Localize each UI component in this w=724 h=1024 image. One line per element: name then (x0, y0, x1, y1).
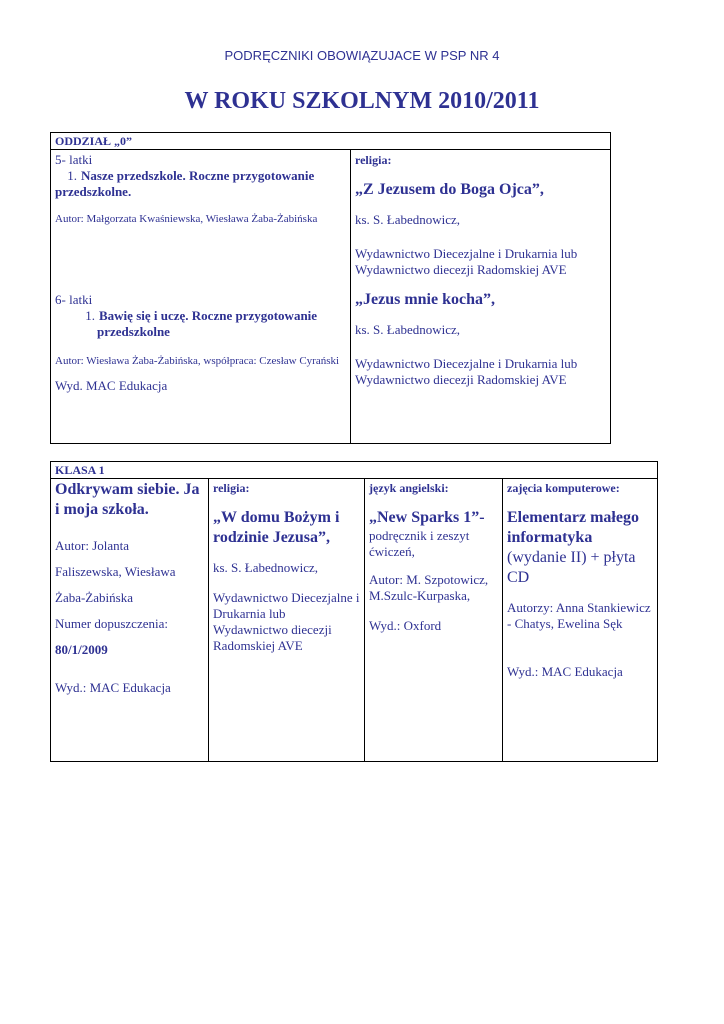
col3-publisher: Wyd.: Oxford (369, 618, 442, 633)
religia-book2-title: „Jezus mnie kocha”, (355, 291, 495, 308)
col1-author-line3: Żaba-Żabińska (55, 590, 133, 605)
age6-author: Autor: Wiesława Żaba-Żabińska, współpraca: Czesław Cyrański (55, 355, 340, 367)
religia-book1-publisher: Wydawnictwo Diecezjalne i Drukarnia lub Wydawnictwo diecezji Radomskiej AVE (355, 246, 578, 277)
age5-book (55, 168, 346, 200)
oddzial-table (50, 132, 611, 444)
age5-num: 1. (67, 168, 77, 183)
age6-title-line1: Bawię się i uczę. Roczne przygotowanie (99, 308, 318, 323)
col1-author-line1: Autor: Jolanta (55, 538, 130, 553)
col2-title: „W domu Bożym i rodzinie Jezusa”, (213, 509, 340, 546)
oddzial-religia-cell (351, 150, 611, 444)
religia-book2-publisher: Wydawnictwo Diecezjalne i Drukarnia lub Wydawnictwo diecezji Radomskiej AVE (355, 356, 578, 387)
religia-book1-author: ks. S. Łabednowicz, (355, 212, 461, 227)
religia-book1-title: „Z Jezusem do Boga Ojca”, (355, 181, 544, 198)
klasa1-heading: KLASA 1 (51, 462, 658, 479)
col4-label: zajęcia komputerowe: (507, 481, 620, 495)
col3-label: język angielski: (369, 481, 449, 495)
religia-label: religia: (355, 153, 392, 167)
oddzial-left-cell (51, 150, 351, 444)
age6-num: 1. (85, 308, 95, 323)
document-title: W ROKU SZKOLNYM 2010/2011 (184, 88, 540, 114)
religia-book2-author: ks. S. Łabednowicz, (355, 322, 461, 337)
age6-label: 6- latki (55, 292, 93, 307)
col3-author: Autor: M. Szpotowicz, M.Szulc-Kurpaska, (369, 572, 489, 603)
col4-publisher: Wyd.: MAC Edukacja (507, 664, 623, 679)
col3-subtitle: podręcznik i zeszyt ćwiczeń, (369, 528, 470, 559)
col4-authors: Autorzy: Anna Stankiewicz - Chatys, Ewelina Sęk (507, 600, 651, 631)
age6-title-line2: przedszkolne (97, 324, 170, 339)
col2-author: ks. S. Łabednowicz, (213, 560, 319, 575)
age5-title: Nasze przedszkole. Roczne przygotowanie przedszkolne. (55, 168, 315, 199)
age5-author: Autor: Małgorzata Kwaśniewska, Wiesława Żaba-Żabińska (55, 213, 318, 225)
col1-publisher: Wyd.: MAC Edukacja (55, 680, 171, 695)
klasa1-col4 (503, 479, 658, 762)
col1-num-value: 80/1/2009 (55, 642, 108, 657)
klasa1-col1 (51, 479, 209, 762)
klasa1-col3 (365, 479, 503, 762)
col3-title: „New Sparks 1”- (369, 509, 485, 526)
col2-publisher: Wydawnictwo Diecezjalne i Drukarnia lub Wydawnictwo diecezji Radomskiej AVE (213, 590, 360, 653)
col1-title: Odkrywam siebie. Ja i moja szkoła. (55, 481, 200, 518)
age5-label: 5- latki (55, 152, 93, 167)
age6-book-line1 (55, 308, 346, 324)
klasa1-table (50, 461, 658, 762)
age6-publisher: Wyd. MAC Edukacja (55, 378, 168, 393)
klasa1-col2 (209, 479, 365, 762)
col2-label: religia: (213, 481, 250, 495)
document-subtitle: PODRĘCZNIKI OBOWIĄZUJACE W PSP NR 4 (224, 48, 500, 63)
oddzial-heading: ODDZIAŁ „0” (51, 133, 611, 150)
col1-num-label: Numer dopuszczenia: (55, 616, 168, 631)
col4-subtitle: (wydanie II) + płyta CD (507, 549, 636, 586)
col4-title: Elementarz małego informatyka (507, 509, 639, 546)
col1-author-line2: Faliszewska, Wiesława (55, 564, 176, 579)
